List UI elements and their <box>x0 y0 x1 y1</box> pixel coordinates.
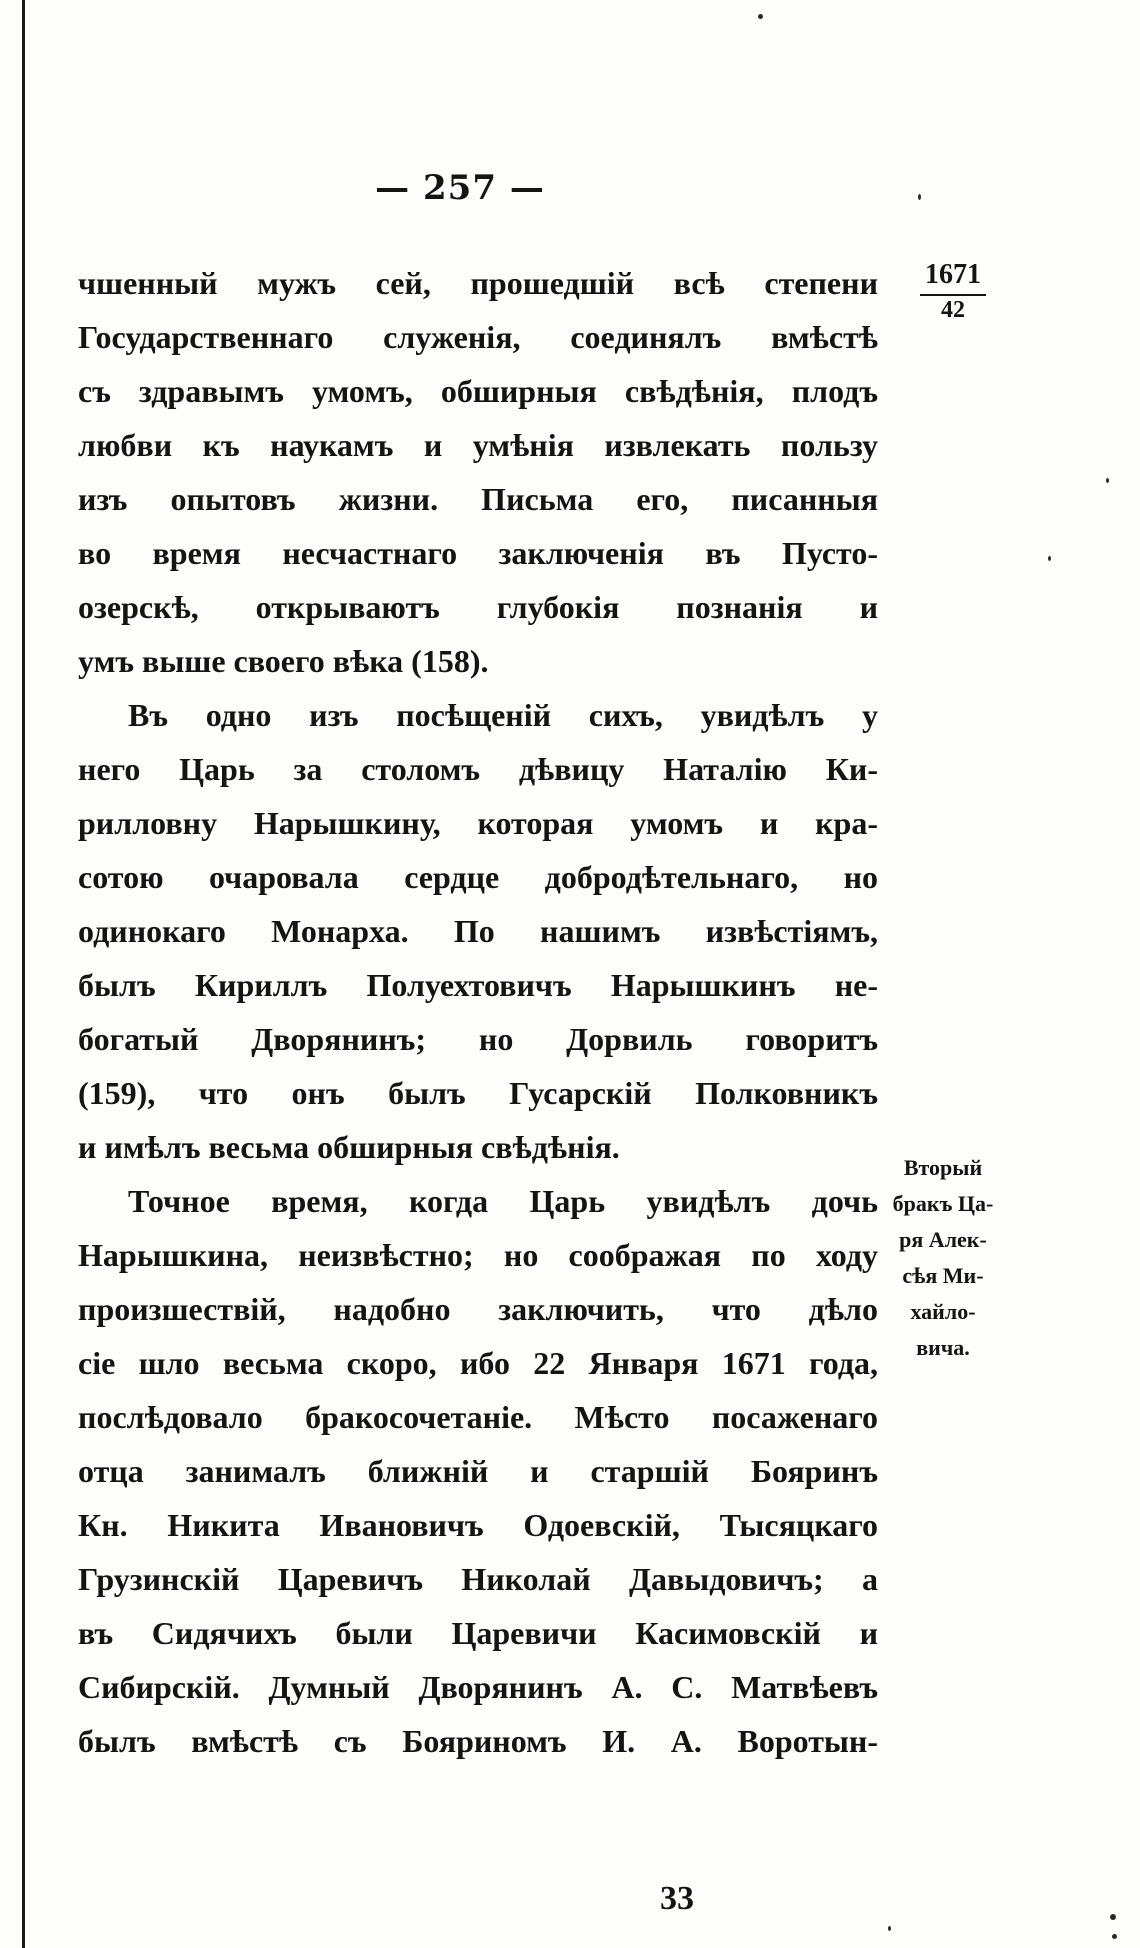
scan-speck <box>1110 1914 1116 1920</box>
scan-speck <box>1106 478 1109 483</box>
text-line: былъ вмѣстѣ съ Бояриномъ И. А. Воротын- <box>78 1723 878 1759</box>
scan-speck <box>1048 556 1051 561</box>
scan-speck <box>888 1926 891 1931</box>
text-line: отца занималъ ближній и старшій Бояринъ <box>78 1453 878 1489</box>
text-line: него Царь за столомъ дѣвицу Наталію Ки- <box>78 751 878 787</box>
text-line: богатый Дворянинъ; но Дорвиль говоритъ <box>78 1021 878 1057</box>
text-line: послѣдовало бракосочетаніе. Мѣсто посаженаго <box>78 1399 878 1435</box>
text-line: въ Сидячихъ были Царевичи Касимовскій и <box>78 1615 878 1651</box>
text-line: Точное время, когда Царь увидѣлъ дочь <box>128 1183 878 1219</box>
text-line: во время несчастнаго заключенія въ Пусто- <box>78 535 878 571</box>
text-line: Въ одно изъ посѣщеній сихъ, увидѣлъ у <box>128 697 878 733</box>
side-heading-line: хайло- <box>910 1299 976 1324</box>
margin-year-note <box>920 258 986 324</box>
side-heading-line: бракъ Ца- <box>892 1191 994 1216</box>
margin-side-heading <box>878 1150 1008 1366</box>
text-line: чшенный мужъ сей, прошедшій всѣ степени <box>78 265 878 301</box>
text-line: произшествій, надобно заключить, что дѣло <box>78 1291 878 1327</box>
text-line: Грузинскій Царевичъ Николай Давыдовичъ; а <box>78 1561 878 1597</box>
text-line: былъ Кириллъ Полуехтовичъ Нарышкинъ не- <box>78 967 878 1003</box>
text-line: сотою очаровала сердце добродѣтельнаго, но <box>78 859 878 895</box>
text-line: Нарышкина, неизвѣстно; но соображая по ходу <box>78 1237 878 1273</box>
text-line: озерскѣ, открываютъ глубокія познанія и <box>78 589 878 625</box>
side-heading-line: ря Алек- <box>899 1227 987 1252</box>
side-heading-line: сѣя Ми- <box>902 1263 984 1288</box>
text-line: любви къ наукамъ и умѣнія извлекать пользу <box>78 427 878 463</box>
text-line: и имѣлъ весьма обширныя свѣдѣнія. <box>78 1129 620 1165</box>
margin-year-subnumber: 42 <box>941 297 965 323</box>
text-line: сіе шло весьма скоро, ибо 22 Января 1671 года, <box>78 1345 878 1381</box>
scan-speck <box>1112 1934 1117 1939</box>
text-line: (159), что онъ былъ Гусарскій Полковникъ <box>78 1075 878 1111</box>
signature-mark: 33 <box>660 1880 694 1917</box>
text-line: Государственнаго служенія, соединялъ вмѣстѣ <box>78 319 878 355</box>
text-line: умъ выше своего вѣка (158). <box>78 643 489 679</box>
scan-speck <box>758 14 763 19</box>
margin-year: 1671 <box>920 258 986 296</box>
text-line: съ здравымъ умомъ, обширныя свѣдѣнія, плодъ <box>78 373 878 409</box>
text-line: рилловну Нарышкину, которая умомъ и кра- <box>78 805 878 841</box>
text-line: Сибирскій. Думный Дворянинъ А. С. Матвѣевъ <box>78 1669 878 1705</box>
scan-speck <box>918 194 921 200</box>
side-heading-line: Вторый <box>903 1155 983 1180</box>
side-heading-line: вича. <box>916 1335 970 1360</box>
text-line: изъ опытовъ жизни. Письма его, писанныя <box>78 481 878 517</box>
text-line: Кн. Никита Ивановичъ Одоевскій, Тысяцкаго <box>78 1507 878 1543</box>
page-edge-rule <box>22 0 25 1948</box>
page-number: — 257 — <box>375 168 545 208</box>
text-line: одинокаго Монарха. По нашимъ извѣстіямъ, <box>78 913 878 949</box>
